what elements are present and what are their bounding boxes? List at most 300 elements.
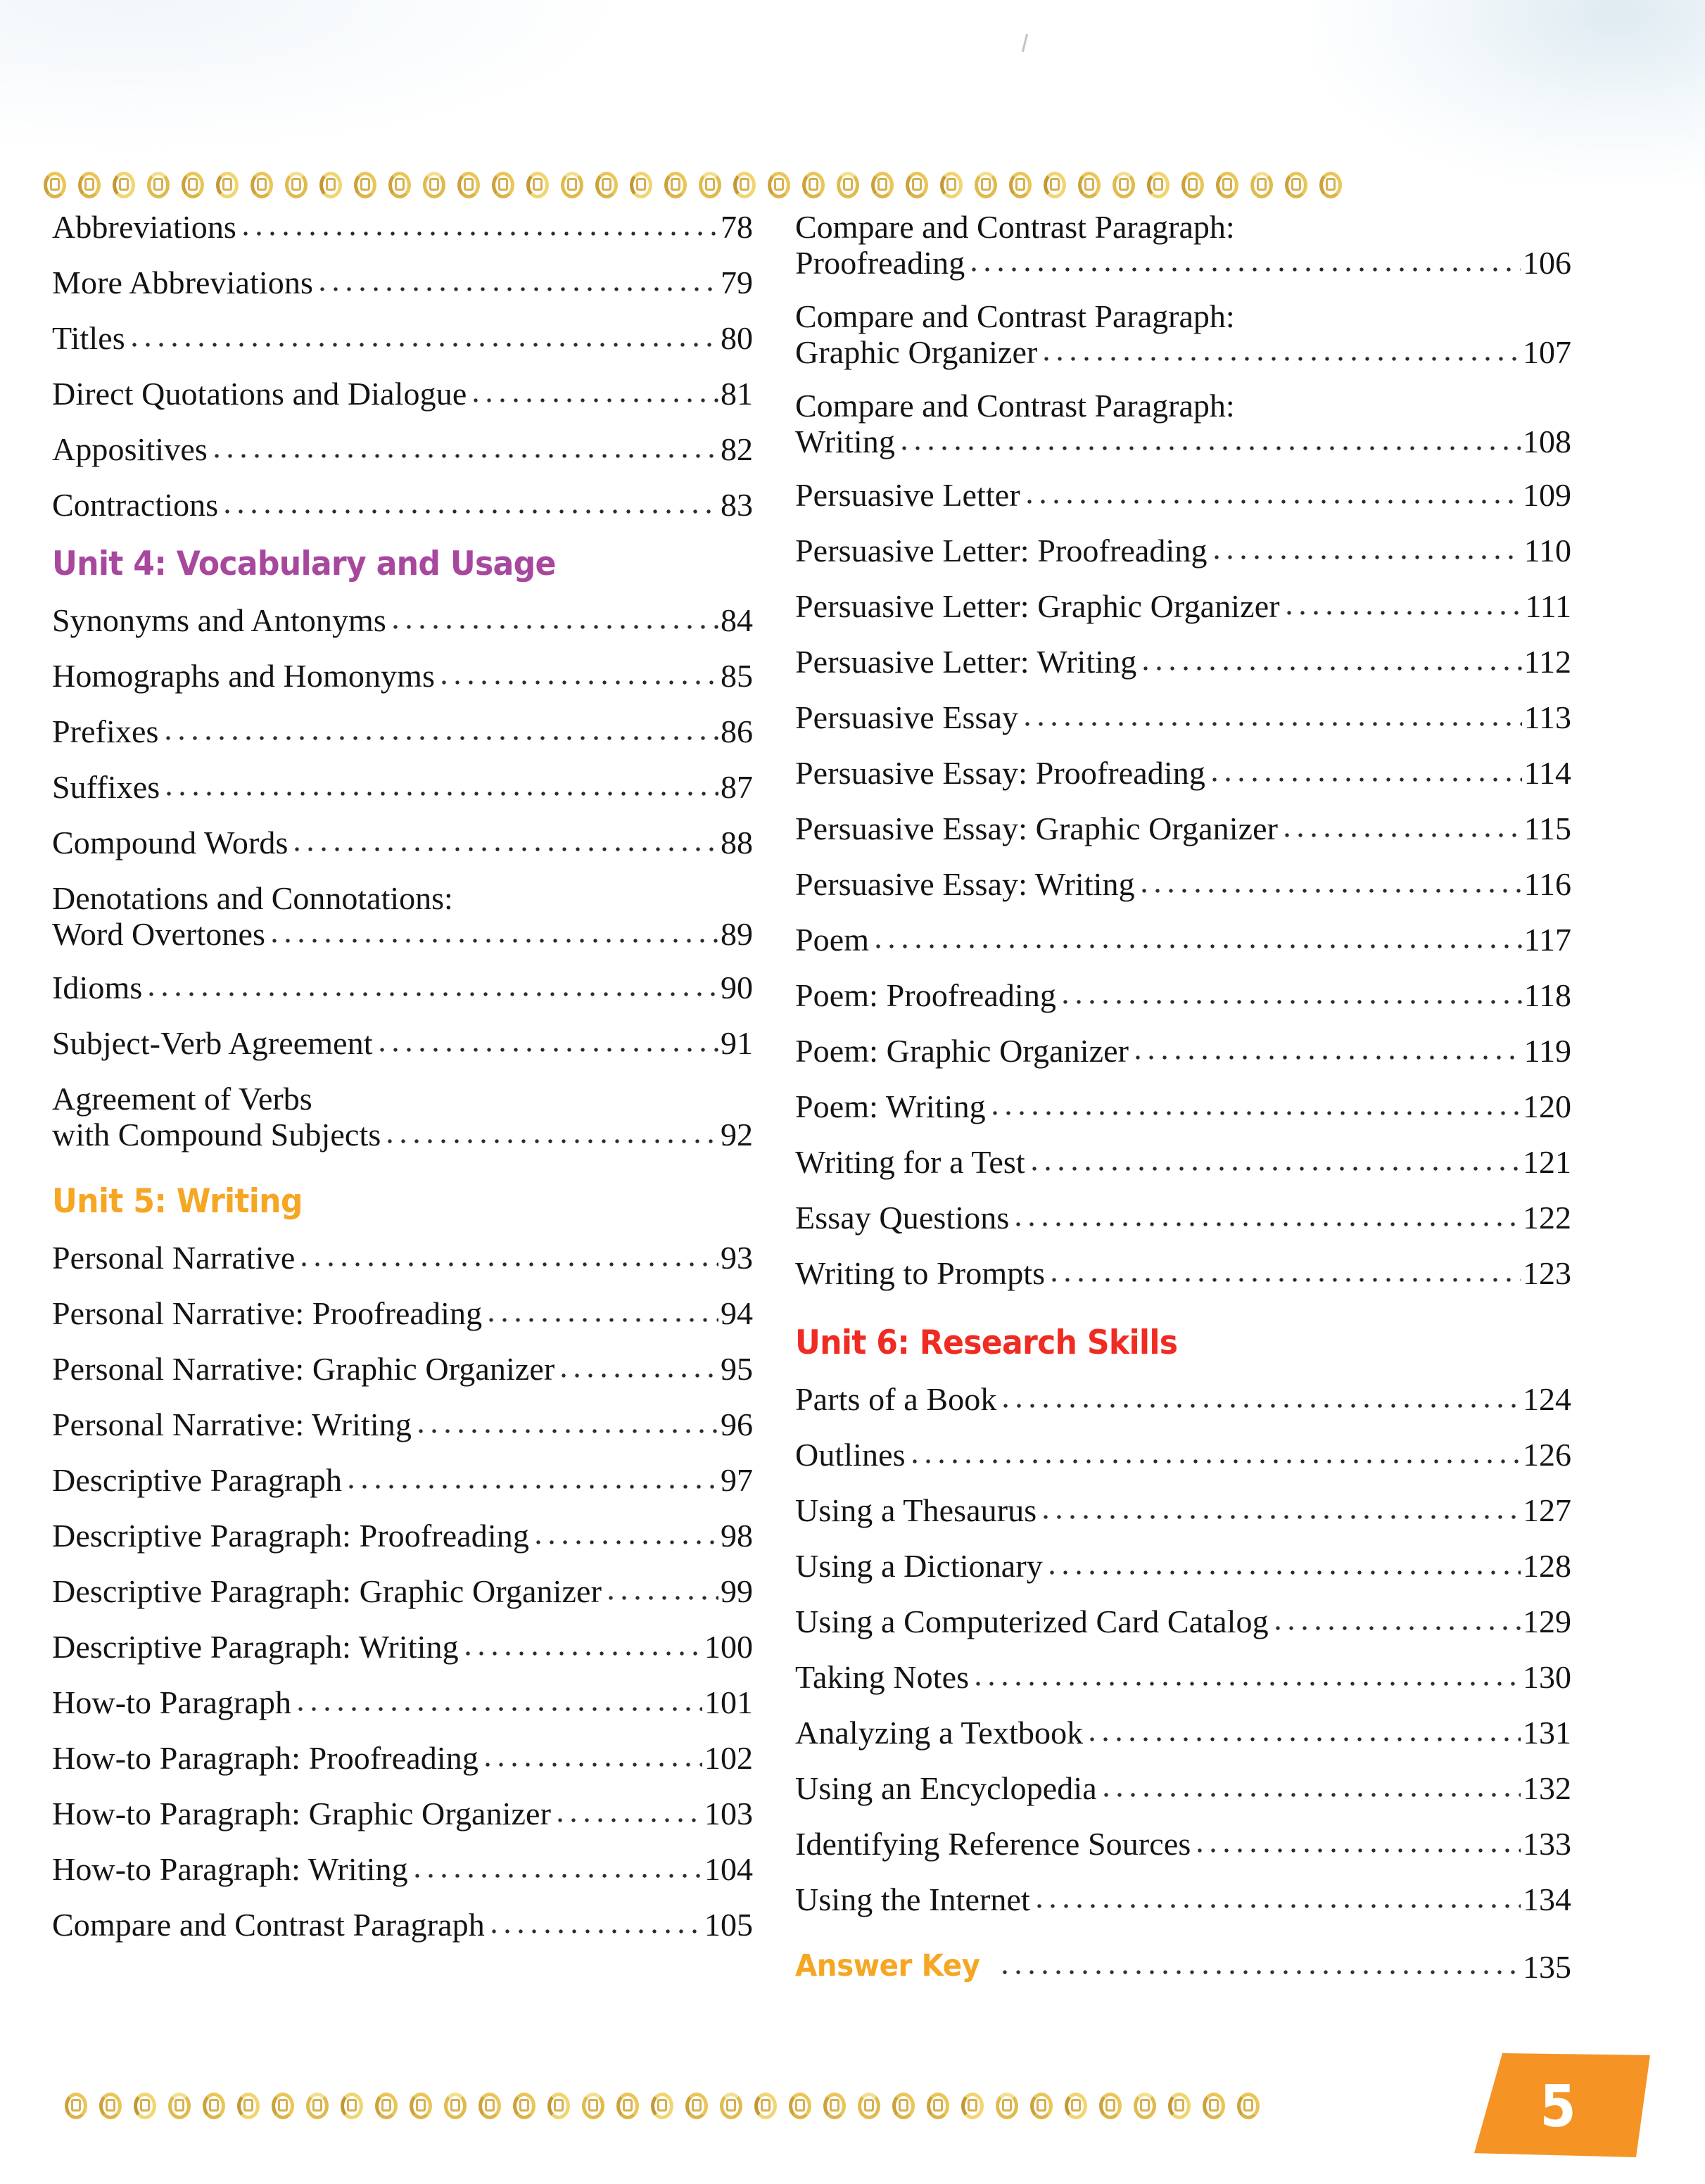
page-reference: 115 — [1523, 811, 1571, 846]
spiral-ring-icon — [651, 2093, 673, 2119]
page-reference: 105 — [704, 1907, 753, 1943]
spiral-ring-icon — [595, 172, 618, 198]
spiral-ring-icon — [906, 172, 928, 198]
spiral-ring-icon — [526, 172, 549, 198]
toc-entry[interactable] — [52, 1684, 753, 1720]
dot-leader — [466, 1651, 702, 1657]
dot-leader — [149, 992, 718, 998]
spiral-ring-icon — [1237, 2093, 1260, 2119]
toc-entry[interactable] — [52, 1353, 753, 1385]
toc-entry[interactable] — [795, 757, 1571, 789]
toc-entry[interactable] — [52, 604, 753, 637]
spiral-ring-icon — [513, 2093, 535, 2119]
unit-heading: Unit 6: Research Skills — [795, 1323, 1178, 1362]
page-reference: 129 — [1523, 1604, 1571, 1639]
toc-entry-label: Contractions — [52, 487, 219, 523]
dot-leader — [609, 1596, 718, 1601]
page-reference: 96 — [721, 1407, 753, 1442]
page-reference: 104 — [704, 1851, 753, 1887]
toc-entry[interactable] — [52, 1853, 753, 1886]
dot-leader — [1287, 611, 1523, 616]
toc-entry[interactable] — [52, 827, 753, 859]
toc-entry[interactable] — [52, 1409, 753, 1441]
page-reference: 81 — [721, 376, 753, 412]
dot-leader — [295, 847, 718, 853]
toc-entry[interactable] — [795, 1828, 1571, 1860]
spiral-ring-icon — [1030, 2093, 1053, 2119]
toc-entry-label-line1: Compare and Contrast Paragraph: — [795, 298, 1235, 334]
spiral-ring-icon — [733, 172, 756, 198]
toc-entry[interactable] — [52, 882, 753, 951]
spiral-ring-icon — [113, 172, 135, 198]
spiral-ring-icon — [616, 2093, 639, 2119]
toc-entry[interactable] — [795, 1606, 1571, 1638]
spiral-ring-icon — [699, 172, 721, 198]
page-reference: 100 — [704, 1629, 753, 1665]
toc-entry[interactable] — [795, 1550, 1571, 1582]
page-reference: 89 — [721, 916, 753, 952]
dot-leader — [272, 939, 718, 944]
toc-entry[interactable] — [52, 1083, 753, 1151]
toc-entry[interactable] — [52, 771, 753, 804]
page-reference: 109 — [1523, 477, 1571, 513]
dot-leader — [1027, 500, 1521, 505]
toc-entry-label: Identifying Reference Sources — [795, 1826, 1191, 1862]
dot-leader — [1044, 1515, 1521, 1520]
spiral-ring-icon — [78, 172, 101, 198]
page-reference: 130 — [1523, 1659, 1571, 1695]
page-reference: 98 — [721, 1518, 753, 1554]
spiral-ring-icon — [168, 2093, 191, 2119]
toc-entry[interactable] — [795, 701, 1571, 734]
spiral-ring-icon — [664, 172, 687, 198]
page-reference: 87 — [721, 769, 753, 805]
spiral-ring-icon — [1065, 2093, 1087, 2119]
dot-leader — [1285, 833, 1522, 839]
toc-entry-label: Personal Narrative: Writing — [52, 1407, 412, 1442]
spiral-ring-icon — [1099, 2093, 1122, 2119]
spiral-ring-icon — [306, 2093, 329, 2119]
dot-leader — [993, 1111, 1521, 1117]
page-reference: 126 — [1523, 1437, 1571, 1473]
toc-entry[interactable] — [52, 489, 753, 521]
dot-leader — [1063, 1000, 1522, 1005]
toc-entry-label: Idioms — [52, 970, 143, 1005]
spiral-ring-icon — [1285, 172, 1307, 198]
toc-entry-line2-row — [795, 336, 1571, 369]
dot-leader — [1276, 1626, 1521, 1632]
page-number-text: 5 — [1540, 2073, 1576, 2140]
toc-entry[interactable] — [52, 1242, 753, 1274]
dot-leader — [1090, 1737, 1521, 1743]
page-reference: 134 — [1523, 1881, 1571, 1917]
toc-entry[interactable] — [52, 211, 753, 243]
page-reference: 116 — [1523, 866, 1571, 902]
dot-leader — [1212, 777, 1522, 783]
page-reference: 135 — [1523, 1949, 1571, 1985]
toc-entry-label: Using an Encyclopedia — [795, 1770, 1097, 1806]
spiral-ring-icon — [837, 172, 859, 198]
spiral-ring-icon — [410, 2093, 432, 2119]
toc-entry[interactable] — [795, 479, 1571, 512]
dot-leader — [1016, 1222, 1521, 1228]
toc-entry-label: Personal Narrative: Graphic Organizer — [52, 1351, 555, 1387]
toc-entry-label: Synonyms and Antonyms — [52, 602, 386, 638]
toc-entry[interactable] — [795, 1088, 1571, 1124]
dot-leader — [474, 398, 718, 404]
toc-entry-label: Prefixes — [52, 713, 159, 749]
answer-key-entry[interactable] — [795, 1948, 1571, 1983]
toc-entry[interactable] — [795, 300, 1571, 369]
spiral-ring-icon — [272, 2093, 294, 2119]
page-reference: 114 — [1523, 755, 1571, 791]
dot-leader — [415, 1874, 702, 1879]
page-reference: 83 — [721, 487, 753, 523]
toc-entry[interactable] — [52, 378, 753, 410]
spiral-ring-icon — [388, 172, 411, 198]
dot-leader — [1003, 1404, 1521, 1409]
dot-leader — [419, 1429, 718, 1435]
dot-leader — [972, 267, 1521, 273]
toc-columns — [0, 211, 1705, 1983]
page-reference: 80 — [721, 320, 753, 356]
toc-entry-label: Poem: Writing — [795, 1088, 986, 1124]
spiral-ring-icon — [492, 172, 514, 198]
page-reference: 94 — [721, 1295, 753, 1331]
page-reference: 117 — [1523, 922, 1571, 958]
spiral-ring-icon — [685, 2093, 708, 2119]
spiral-ring-icon — [1134, 2093, 1156, 2119]
dot-leader — [1044, 357, 1521, 362]
page-reference: 123 — [1523, 1255, 1571, 1291]
page-reference: 78 — [721, 209, 753, 245]
toc-entry-label-line1: Compare and Contrast Paragraph: — [795, 209, 1235, 245]
page-reference: 119 — [1523, 1033, 1571, 1069]
dot-leader — [1032, 1167, 1521, 1172]
spiral-ring-icon — [134, 2093, 156, 2119]
toc-entry-label: How-to Paragraph: Writing — [52, 1851, 408, 1887]
scan-stray-mark — [1022, 34, 1028, 52]
spiral-ring-icon — [216, 172, 239, 198]
spiral-ring-icon — [892, 2093, 915, 2119]
dot-leader — [489, 1318, 718, 1323]
toc-entry[interactable] — [795, 1494, 1571, 1527]
unit-heading: Unit 4: Vocabulary and Usage — [52, 545, 556, 583]
toc-entry[interactable] — [52, 1520, 753, 1552]
spiral-ring-icon — [147, 172, 170, 198]
toc-entry-label: How-to Paragraph: Graphic Organizer — [52, 1796, 551, 1831]
spiral-ring-icon — [927, 2093, 949, 2119]
toc-entry-label: Descriptive Paragraph: Proofreading — [52, 1518, 529, 1554]
page-reference: 88 — [721, 825, 753, 861]
toc-entry-label-line2: Graphic Organizer — [795, 334, 1038, 370]
toc-entry[interactable] — [795, 1202, 1571, 1234]
spiral-ring-icon — [203, 2093, 225, 2119]
spiral-ring-icon — [1044, 172, 1066, 198]
toc-entry[interactable] — [795, 646, 1571, 678]
toc-entry-label: Compare and Contrast Paragraph — [52, 1907, 485, 1943]
page-reference: 102 — [704, 1740, 753, 1776]
toc-entry-label: Descriptive Paragraph: Writing — [52, 1629, 459, 1665]
toc-entry-label: Persuasive Letter: Proofreading — [795, 533, 1208, 569]
spiral-ring-icon — [182, 172, 204, 198]
dot-leader — [536, 1540, 718, 1546]
dot-leader — [166, 736, 718, 742]
page-reference: 113 — [1523, 699, 1571, 735]
dot-leader — [913, 1459, 1521, 1465]
toc-entry[interactable] — [52, 267, 753, 299]
page-reference: 110 — [1523, 533, 1571, 569]
toc-entry-label: Personal Narrative: Proofreading — [52, 1295, 483, 1331]
toc-entry[interactable] — [795, 1146, 1571, 1179]
toc-entry-label: Outlines — [795, 1437, 906, 1473]
page-reference: 91 — [721, 1025, 753, 1061]
spiral-ring-icon — [789, 2093, 811, 2119]
dot-leader — [1025, 722, 1522, 728]
spiral-ring-icon — [1216, 172, 1238, 198]
spiral-ring-icon — [547, 2093, 570, 2119]
toc-entry-label-line2: Word Overtones — [52, 916, 266, 952]
toc-entry-label-line1: Agreement of Verbs — [52, 1081, 312, 1117]
toc-entry[interactable] — [795, 979, 1571, 1012]
spiral-ring-icon — [285, 172, 308, 198]
dot-leader — [1003, 1970, 1521, 1976]
toc-entry-label: Descriptive Paragraph: Graphic Organizer — [52, 1573, 602, 1609]
dot-leader — [302, 1262, 718, 1268]
toc-column-left — [0, 211, 781, 1983]
spiral-ring-icon — [1147, 172, 1170, 198]
page-reference: 99 — [721, 1573, 753, 1609]
spiral-binding-bottom — [0, 2081, 1705, 2131]
spiral-ring-icon — [319, 172, 342, 198]
dot-leader — [1142, 889, 1522, 894]
spiral-ring-icon — [720, 2093, 742, 2119]
spiral-ring-icon — [1203, 2093, 1225, 2119]
dot-leader — [1050, 1570, 1521, 1576]
spiral-ring-icon — [237, 2093, 260, 2119]
page-reference: 120 — [1523, 1088, 1571, 1124]
toc-entry-label: Descriptive Paragraph — [52, 1462, 343, 1498]
toc-entry-label: Taking Notes — [795, 1659, 970, 1695]
toc-entry-label: Persuasive Essay: Graphic Organizer — [795, 811, 1279, 846]
dot-leader — [380, 1048, 718, 1053]
toc-entry[interactable] — [795, 1439, 1571, 1471]
dot-leader — [442, 680, 718, 686]
spiral-ring-icon — [996, 2093, 1018, 2119]
toc-entry[interactable] — [795, 211, 1571, 279]
toc-entry[interactable] — [52, 660, 753, 692]
scan-tint-top-left — [0, 0, 633, 155]
toc-entry-label: Persuasive Letter: Writing — [795, 644, 1137, 680]
toc-entry-label: Abbreviations — [52, 209, 236, 245]
page-reference: 111 — [1525, 588, 1571, 624]
toc-entry[interactable] — [795, 1717, 1571, 1749]
spiral-ring-icon — [1181, 172, 1204, 198]
spiral-ring-icon — [375, 2093, 398, 2119]
spiral-ring-icon — [975, 172, 997, 198]
toc-entry-label: Subject-Verb Agreement — [52, 1025, 373, 1061]
spiral-ring-icon — [1009, 172, 1032, 198]
page-reference: 82 — [721, 431, 753, 467]
toc-entry-line2-row — [795, 426, 1571, 458]
toc-entry[interactable] — [795, 535, 1571, 567]
toc-entry-label: Persuasive Essay: Proofreading — [795, 755, 1205, 791]
page-reference: 92 — [721, 1117, 753, 1153]
toc-entry[interactable] — [52, 1742, 753, 1775]
page-reference: 127 — [1523, 1492, 1571, 1528]
spiral-ring-icon — [457, 172, 480, 198]
toc-entry[interactable] — [795, 590, 1571, 623]
spiral-ring-icon — [961, 2093, 984, 2119]
spiral-ring-icon — [858, 2093, 880, 2119]
spiral-ring-icon — [1250, 172, 1273, 198]
dot-leader — [243, 231, 718, 237]
spiral-ring-icon — [754, 2093, 777, 2119]
unit-heading: Unit 5: Writing — [52, 1182, 303, 1221]
toc-entry[interactable] — [52, 713, 753, 749]
page-reference: 122 — [1523, 1200, 1571, 1236]
toc-entry-label: Persuasive Essay: Writing — [795, 866, 1135, 902]
toc-entry-label-line1: Denotations and Connotations: — [52, 880, 453, 916]
dot-leader — [132, 343, 718, 348]
toc-column-right — [781, 211, 1705, 1983]
toc-entry[interactable] — [52, 1464, 753, 1497]
dot-leader — [486, 1763, 702, 1768]
dot-leader — [1136, 1055, 1522, 1061]
toc-entry-label: Poem: Graphic Organizer — [795, 1033, 1129, 1069]
toc-entry[interactable] — [795, 1772, 1571, 1805]
page-reference: 97 — [721, 1462, 753, 1498]
toc-entry-label: Personal Narrative — [52, 1240, 296, 1276]
spiral-ring-icon — [561, 172, 583, 198]
toc-entry-label: Persuasive Letter — [795, 477, 1020, 513]
toc-entry[interactable] — [795, 1035, 1571, 1067]
scan-tint-top-right — [1311, 0, 1705, 183]
toc-entry-label: Writing to Prompts — [795, 1255, 1046, 1291]
dot-leader — [1052, 1278, 1521, 1283]
spiral-ring-icon — [341, 2093, 363, 2119]
spiral-ring-icon — [1078, 172, 1101, 198]
page-reference: 101 — [704, 1684, 753, 1720]
toc-entry[interactable] — [795, 924, 1571, 956]
page-reference: 124 — [1523, 1381, 1571, 1417]
dot-leader — [1215, 555, 1522, 561]
dot-leader — [902, 446, 1521, 452]
toc-entry[interactable] — [795, 1257, 1571, 1290]
toc-entry-label: Suffixes — [52, 769, 160, 805]
toc-entry-label-line2: with Compound Subjects — [52, 1117, 381, 1153]
toc-entry-label: More Abbreviations — [52, 265, 314, 300]
toc-entry-label: Using the Internet — [795, 1881, 1030, 1917]
toc-entry[interactable] — [52, 433, 753, 466]
toc-entry[interactable] — [795, 1881, 1571, 1917]
toc-entry-label: Parts of a Book — [795, 1381, 997, 1417]
toc-entry-label: Using a Dictionary — [795, 1548, 1043, 1584]
toc-entry-label: Poem: Proofreading — [795, 977, 1057, 1013]
page-reference: 132 — [1523, 1770, 1571, 1806]
spiral-ring-icon — [768, 172, 790, 198]
dot-leader — [167, 792, 718, 797]
dot-leader — [976, 1682, 1521, 1687]
dot-leader — [215, 454, 718, 459]
page-reference: 107 — [1523, 334, 1571, 370]
toc-entry-line2-row — [795, 247, 1571, 279]
toc-entry[interactable] — [52, 322, 753, 355]
page-reference: 95 — [721, 1351, 753, 1387]
toc-entry[interactable] — [52, 1631, 753, 1663]
toc-entry-label: How-to Paragraph: Proofreading — [52, 1740, 478, 1776]
spiral-ring-icon — [478, 2093, 501, 2119]
toc-entry[interactable] — [52, 1798, 753, 1830]
toc-entry[interactable] — [795, 390, 1571, 458]
spiral-ring-icon — [630, 172, 652, 198]
toc-entry[interactable] — [52, 972, 753, 1004]
spiral-binding-top — [0, 160, 1705, 210]
toc-entry[interactable] — [52, 1297, 753, 1330]
spiral-ring-icon — [251, 172, 273, 198]
spiral-ring-icon — [1168, 2093, 1191, 2119]
toc-entry[interactable] — [795, 813, 1571, 845]
toc-entry-label: Persuasive Essay — [795, 699, 1019, 735]
page-reference: 79 — [721, 265, 753, 300]
toc-entry-label: Analyzing a Textbook — [795, 1715, 1084, 1751]
spiral-ring-icon — [65, 2093, 87, 2119]
dot-leader — [388, 1139, 718, 1145]
toc-entry[interactable] — [52, 1909, 753, 1941]
dot-leader — [558, 1818, 702, 1824]
dot-leader — [393, 625, 718, 630]
dot-leader — [1037, 1904, 1521, 1910]
page-number-badge — [1474, 2053, 1650, 2157]
toc-entry-label: How-to Paragraph — [52, 1684, 292, 1720]
toc-entry-label: Persuasive Letter: Graphic Organizer — [795, 588, 1280, 624]
dot-leader — [876, 944, 1522, 950]
dot-leader — [1143, 666, 1521, 672]
toc-entry[interactable] — [52, 1575, 753, 1608]
dot-leader — [320, 287, 718, 293]
toc-entry[interactable] — [52, 1027, 753, 1060]
page-reference: 84 — [721, 602, 753, 638]
page-reference: 108 — [1523, 424, 1571, 459]
page-reference: 131 — [1523, 1715, 1571, 1751]
toc-entry[interactable] — [795, 1383, 1571, 1416]
toc-entry[interactable] — [795, 868, 1571, 901]
spiral-ring-icon — [823, 2093, 846, 2119]
dot-leader — [298, 1707, 702, 1713]
toc-entry[interactable] — [795, 1661, 1571, 1694]
toc-entry-label: Essay Questions — [795, 1200, 1010, 1236]
spiral-ring-icon — [44, 172, 66, 198]
spiral-ring-icon — [940, 172, 963, 198]
spiral-ring-icon — [1319, 172, 1342, 198]
page-reference: 133 — [1523, 1826, 1571, 1862]
page-reference: 90 — [721, 970, 753, 1005]
toc-entry-label: Writing for a Test — [795, 1144, 1025, 1180]
page-reference: 85 — [721, 658, 753, 694]
toc-entry-line2-row — [52, 918, 753, 951]
toc-entry-label: Using a Thesaurus — [795, 1492, 1037, 1528]
spiral-ring-icon — [354, 172, 376, 198]
page-reference: 103 — [704, 1796, 753, 1831]
dot-leader — [492, 1929, 702, 1935]
dot-leader — [349, 1485, 718, 1490]
dot-leader — [1198, 1848, 1521, 1854]
spiral-ring-icon — [1113, 172, 1135, 198]
dot-leader — [225, 509, 718, 515]
toc-entry-label: Compound Words — [52, 825, 289, 861]
page-reference: 121 — [1523, 1144, 1571, 1180]
page-reference: 112 — [1523, 644, 1571, 680]
